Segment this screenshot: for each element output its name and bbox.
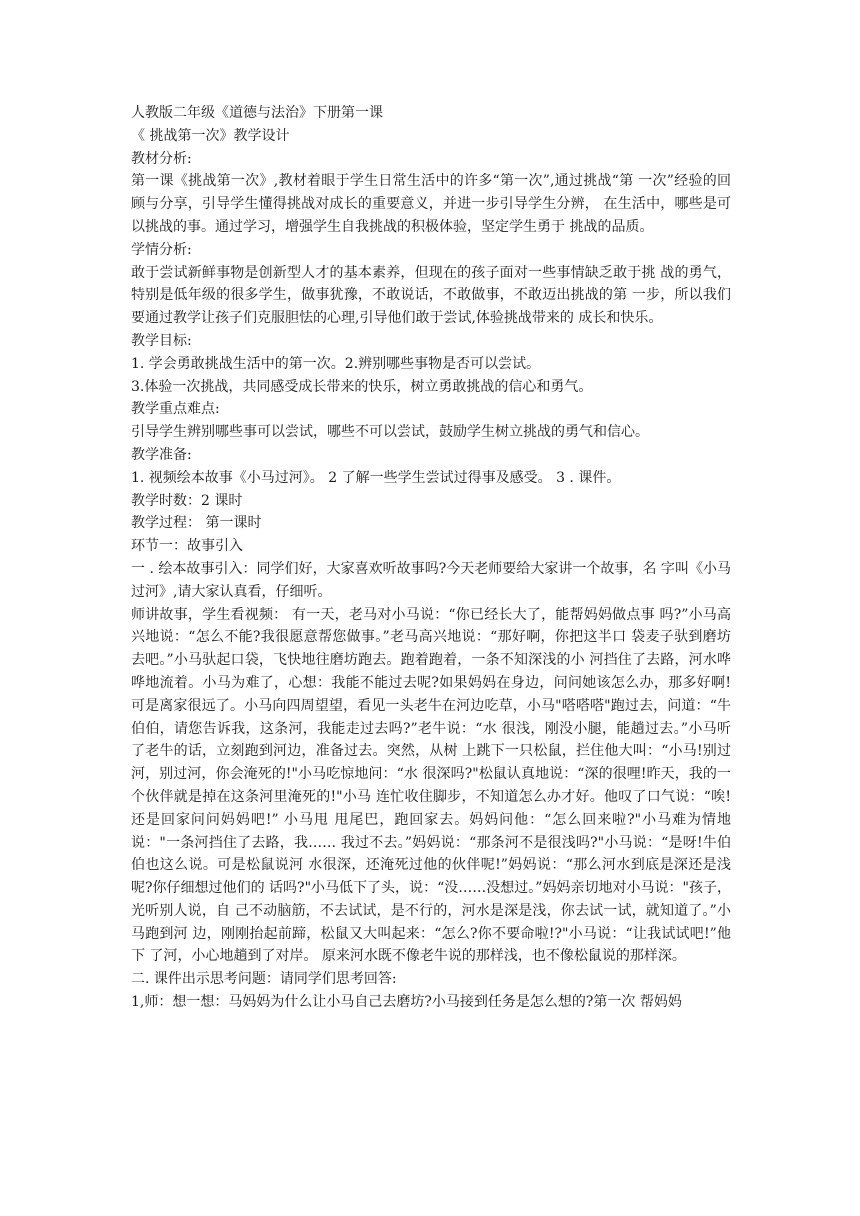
section-heading-student: 学情分析: [131, 241, 192, 258]
preparation-text: 1. 视频绘本故事《小马过河》。 2 了解一些学生尝试过得事及感受。 3 . 课件。 [131, 469, 621, 486]
section-heading-key-points: 教学重点难点: [131, 401, 220, 418]
document-body [131, 102, 731, 1014]
goal-item-2: 3.体验一次挑战，共同感受成长带来的快乐，树立勇敢挑战的信心和勇气。 [131, 378, 593, 395]
key-points-text: 引导学生辨别哪些事可以尝试，哪些不可以尝试，鼓励学生树立挑战的勇气和信心。 [131, 424, 649, 441]
stage-one-heading: 环节一：故事引入 [131, 538, 243, 555]
question-1: 1,师：想一想：马妈妈为什么让小马自己去磨坊?小马接到任务是怎么想的?第一次 帮妈妈 [131, 994, 682, 1011]
section-heading-goals: 教学目标: [131, 332, 192, 349]
section-heading-material: 教材分析: [131, 150, 192, 167]
teaching-hours: 教学时数：2 课时 [131, 492, 243, 509]
student-analysis-text: 敢于尝试新鲜事物是创新型人才的基本素养，但现在的孩子面对一些事情缺乏敢于挑 战的勇气，特别是低年级的很多学生，做事犹豫，不敢说话，不敢做事，不敢迈出挑战的第 一步，所以我们要通过教学让孩子们克服胆怯的心理,引导他们敢于尝试,体验挑战带来的 成长和快乐。 [131, 264, 731, 327]
teaching-process: 教学过程： 第一课时 [131, 515, 262, 532]
story-text: 师讲故事，学生看视频： 有一天，老马对小马说：“你已经长大了，能帮妈妈做点事 吗?”小马高兴地说：“怎么不能?我很愿意帮您做事。”老马高兴地说：“那好啊，你把这半口 袋麦子驮到磨坊去吧。”小马驮起口袋，飞快地往磨坊跑去。跑着跑着，一条不知深浅的小 河挡住了去路，河水哗哗地流着。小马为难了，心想：我能不能过去呢?如果妈妈在身边，问问她该怎么办，那多好啊!可是离家很远了。小马向四周望望，看见一头老牛在河边吃草，小马"嗒嗒嗒"跑过去，问道：“牛伯伯，请您告诉我，这条河，我能走过去吗?”老牛说：“水 很浅，刚没小腿，能趟过去。”小马听了老牛的话，立刻跑到河边，准备过去。突然，从树 上跳下一只松鼠，拦住他大叫：“小马!别过河，别过河，你会淹死的!"小马吃惊地问：“水 很深吗?"松鼠认真地说：“深的很哩!昨天，我的一个伙伴就是掉在这条河里淹死的!"小马 连忙收住脚步，不知道怎么办才好。他叹了口气说：“唉!还是回家问问妈妈吧!” 小马甩 甩尾巴，跑回家去。妈妈问他：“怎么回来啦?"小马难为情地说："一条河挡住了去路，我…… 我过不去。”妈妈说：“那条河不是很浅吗?"小马说：“是呀!牛伯伯也这么说。可是松鼠说河 水很深，还淹死过他的伙伴呢!”妈妈说：“那么河水到底是深还是浅呢?你仔细想过他们的 话吗?"小马低下了头，说：“没……没想过。”妈妈亲切地对小马说："孩子，光听别人说，自 己不动脑筋，不去试试，是不行的，河水是深是浅，你去试一试，就知道了。”小马跑到河 边，刚刚抬起前蹄，松鼠又大叫起来：“怎么?你不要命啦!?"小马说：“让我试试吧!”他下 了河，小心地趟到了对岸。 原来河水既不像老牛说的那样浅，也不像松鼠说的那样深。 [131, 606, 731, 965]
part-two-heading: 二. 课件出示思考问题：请同学们思考回答: [131, 971, 397, 988]
story-intro-text: 一 . 绘本故事引入：同学们好，大家喜欢听故事吗?今天老师要给大家讲一个故事，名 字叫《小马过河》,请大家认真看，仔细听。 [131, 560, 731, 600]
goal-item-1: 1. 学会勇敢挑战生活中的第一次。2.辨别哪些事物是否可以尝试。 [131, 355, 541, 372]
document-subtitle: 《 挑战第一次》教学设计 [131, 127, 290, 144]
section-heading-preparation: 教学准备: [131, 446, 192, 463]
document-title: 人教版二年级《道德与法治》下册第一课 [131, 105, 383, 121]
material-analysis-text: 第一课《挑战第一次》,教材着眼于学生日常生活中的许多“第一次”,通过挑战“第 一次”经验的回顾与分享，引导学生懂得挑战对成长的重要意义，并进一步引导学生分辨， 在生活中，哪些是可以挑战的事。通过学习，增强学生自我挑战的积极体验，坚定学生勇于 挑战的品质。 [131, 173, 731, 235]
